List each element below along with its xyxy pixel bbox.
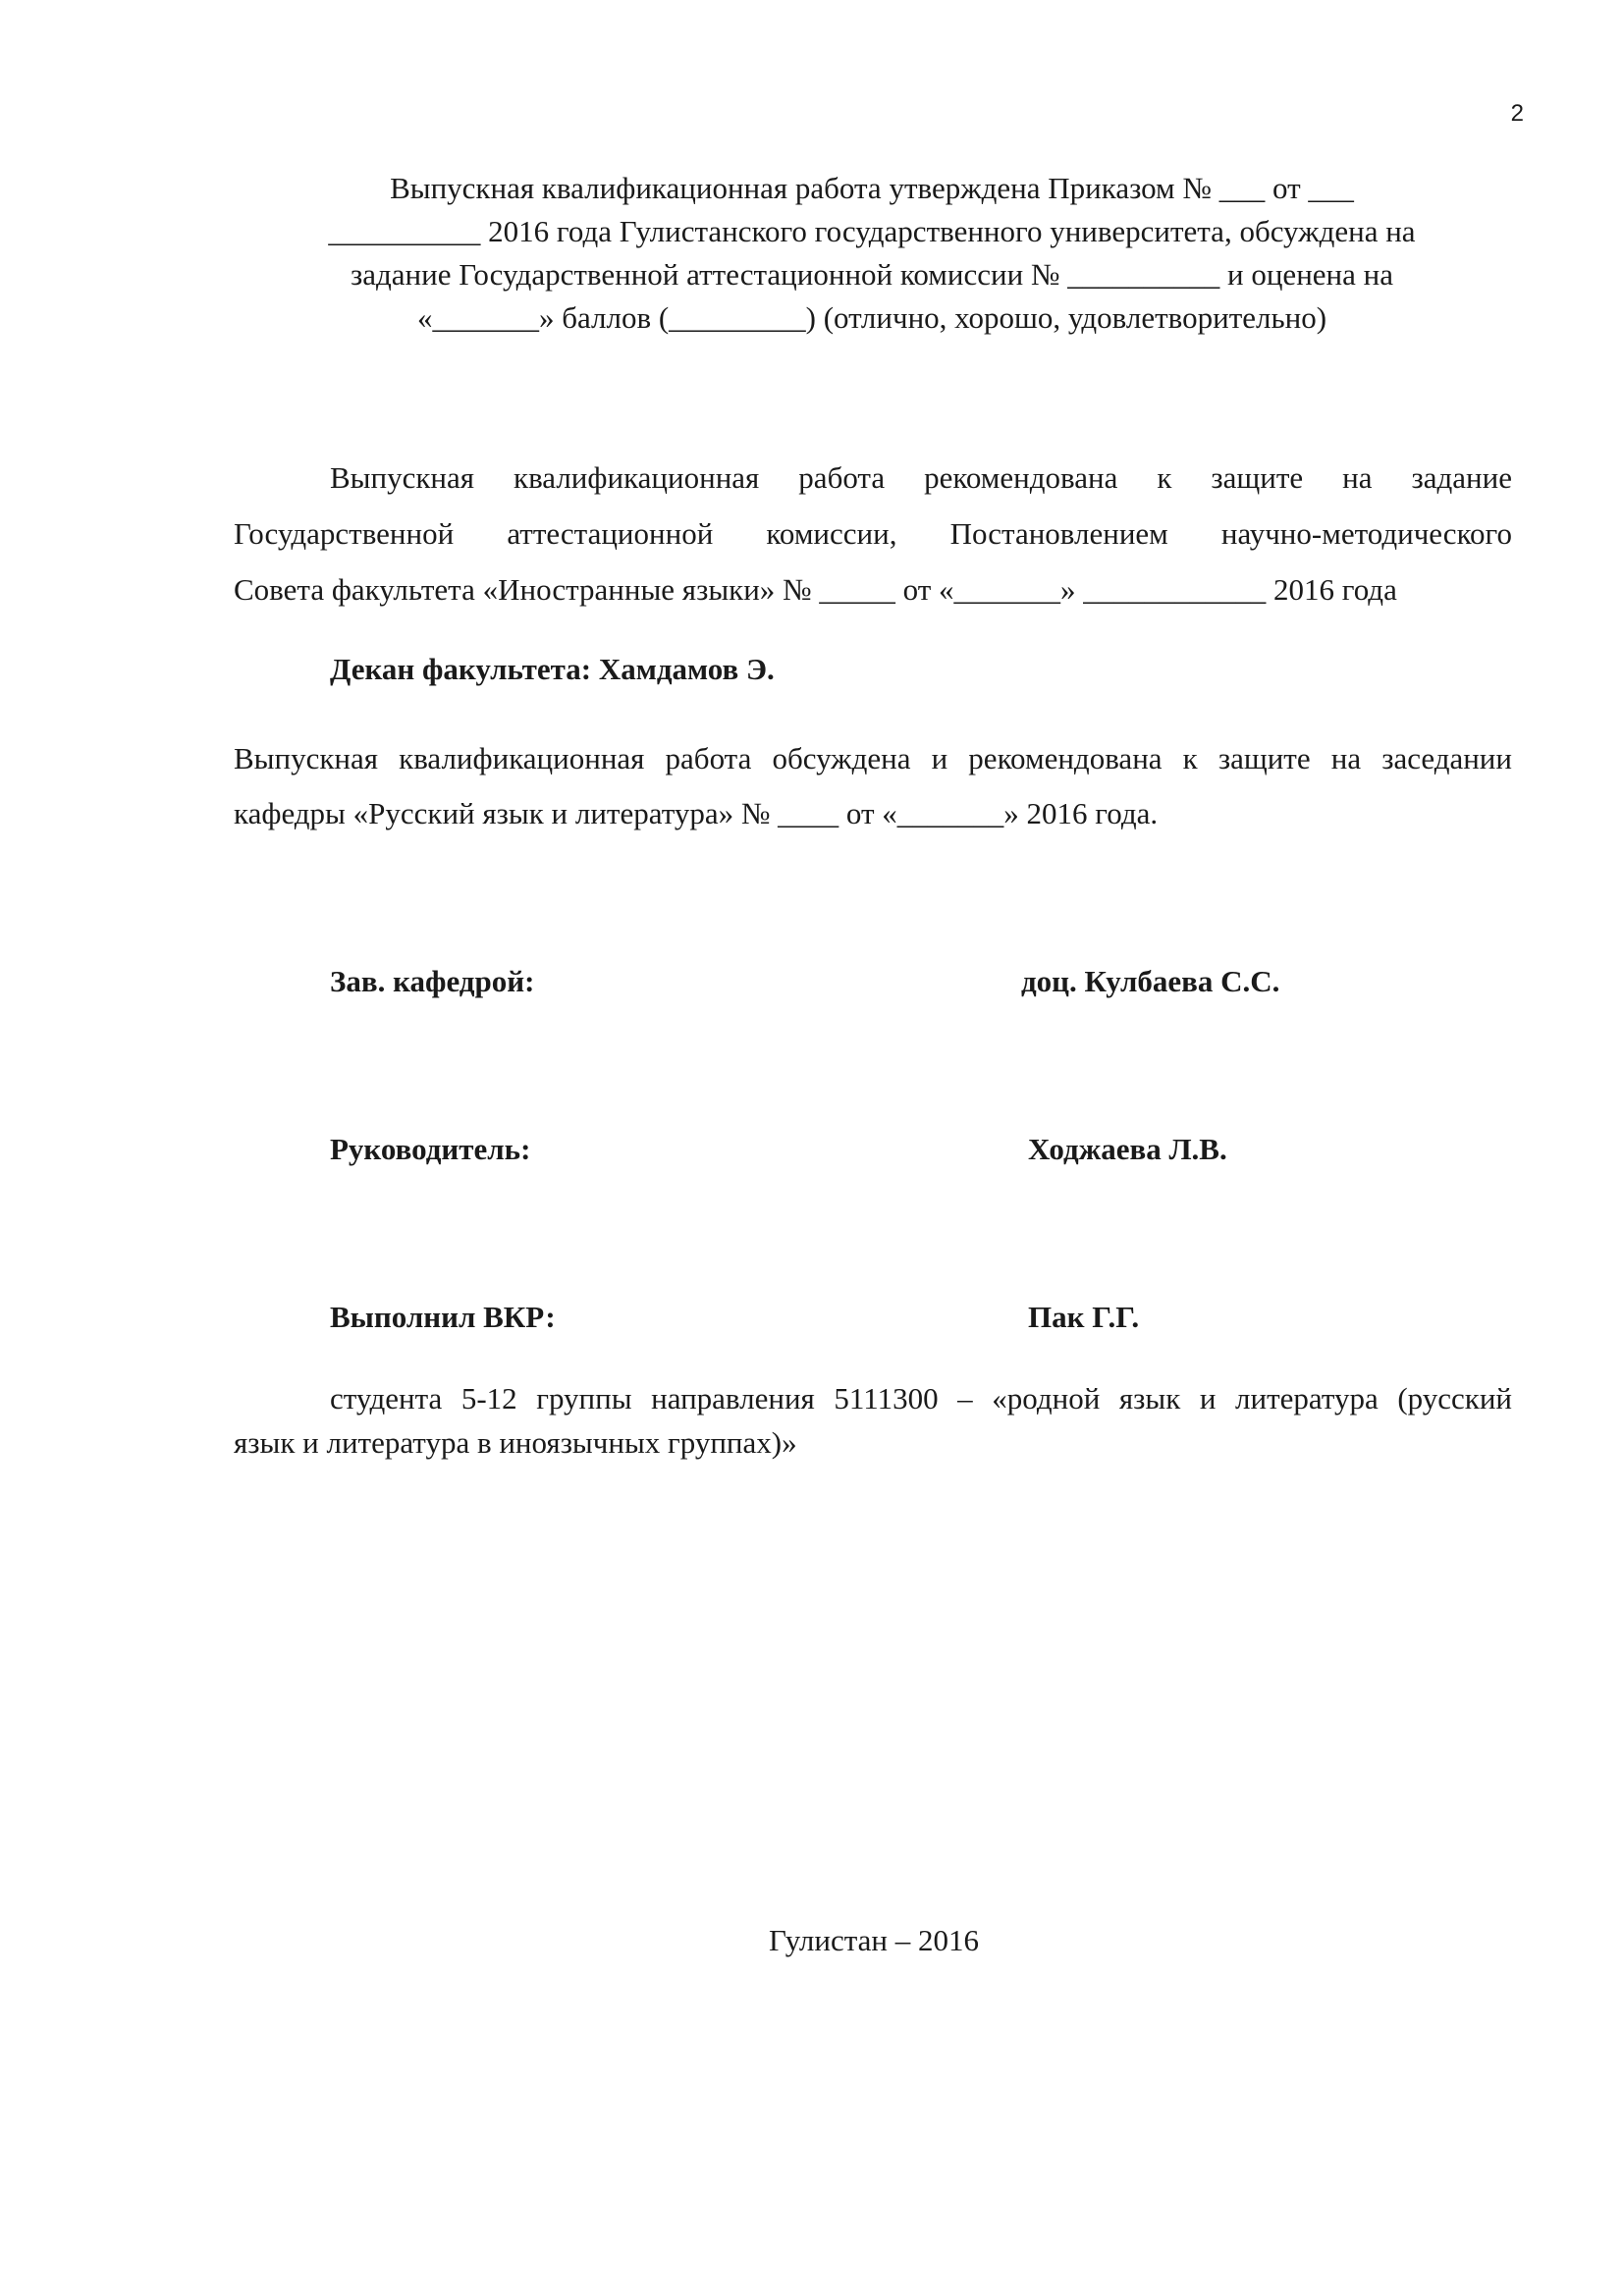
department-discussion-paragraph — [234, 731, 1512, 841]
signature-role: Выполнил ВКР: — [330, 1300, 556, 1334]
recommendation-line-2: Государственной аттестационной комиссии, Постановлением научно-методического — [234, 516, 1512, 551]
signature-name: Пак Г.Г. — [1028, 1300, 1140, 1334]
approval-line-4: «_______» баллов (_________) (отлично, хорошо, удовлетворительно) — [416, 300, 1327, 335]
signature-author — [330, 1296, 1410, 1339]
signature-role: Зав. кафедрой: — [330, 964, 535, 998]
signature-role: Руководитель: — [330, 1132, 531, 1166]
signature-name: доц. Кулбаева С.С. — [1021, 964, 1280, 998]
recommendation-paragraph — [234, 450, 1512, 617]
student-line-1: студента 5-12 группы направления 5111300 – «родной язык и литература (русский — [330, 1381, 1512, 1415]
approval-line-3: задание Государственной аттестационной комиссии № __________ и оценена на — [350, 257, 1393, 292]
approval-line-1: Выпускная квалификационная работа утверждена Приказом № ___ от ___ — [390, 171, 1354, 205]
student-line-2: язык и литература в иноязычных группах)» — [234, 1425, 797, 1460]
city-year: Гулистан – 2016 — [769, 1923, 979, 1957]
signature-supervisor — [330, 1128, 1410, 1171]
signature-name: Ходжаева Л.В. — [1028, 1132, 1227, 1166]
recommendation-line-3: Совета факультета «Иностранные языки» № _____ от «_______» ____________ 2016 года — [234, 572, 1397, 607]
approval-paragraph — [234, 167, 1510, 340]
signature-head-of-department — [330, 960, 1410, 1003]
recommendation-line-1: Выпускная квалификационная работа рекомендована к защите на задание — [330, 460, 1512, 495]
discussion-line-1: Выпускная квалификационная работа обсуждена и рекомендована к защите на заседании — [234, 741, 1512, 775]
page-number: 2 — [1510, 100, 1524, 127]
discussion-line-2: кафедры «Русский язык и литература» № ____ от «_______» 2016 года. — [234, 796, 1159, 830]
dean-line: Декан факультета: Хамдамов Э. — [330, 652, 775, 686]
approval-line-2: __________ 2016 года Гулистанского государственного университета, обсуждена на — [328, 214, 1416, 248]
student-paragraph — [234, 1376, 1512, 1465]
